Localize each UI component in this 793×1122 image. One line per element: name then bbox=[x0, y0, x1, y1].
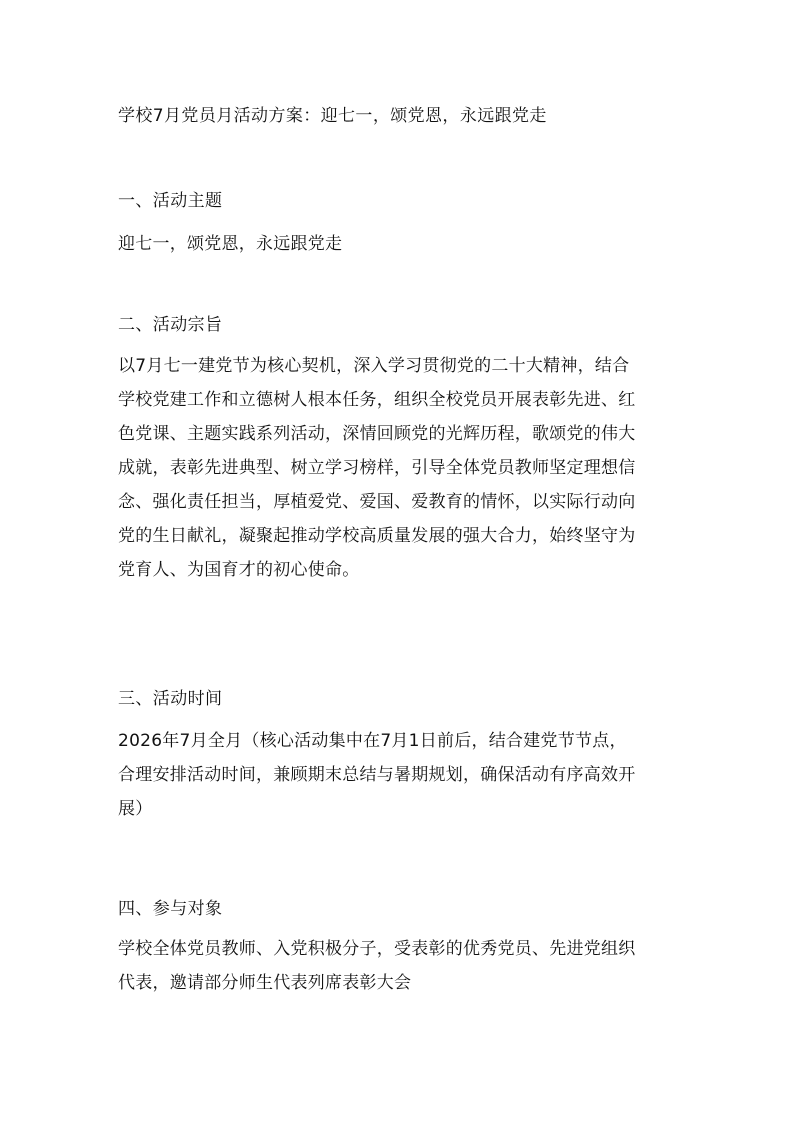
section-heading-purpose: 二、活动宗旨 bbox=[118, 315, 223, 335]
paragraph-line: 代表，邀请部分师生代表列席表彰大会 bbox=[118, 973, 412, 993]
document-title: 学校7月党员月活动方案：迎七一，颂党恩，永远跟党走 bbox=[118, 106, 547, 126]
section-body-time bbox=[118, 724, 683, 826]
paragraph-line: 展） bbox=[118, 799, 153, 819]
paragraph-line: 念、强化责任担当，厚植爱党、爱国、爱教育的情怀，以实际行动向 bbox=[118, 492, 636, 512]
paragraph-line: 以7月七一建党节为核心契机，深入学习贯彻党的二十大精神，结合 bbox=[118, 356, 630, 376]
section-heading-participants: 四、参与对象 bbox=[118, 899, 223, 919]
section-body-purpose bbox=[118, 349, 683, 587]
paragraph-line: 学校全体党员教师、入党积极分子，受表彰的优秀党员、先进党组织 bbox=[118, 939, 636, 959]
paragraph-line: 成就，表彰先进典型、树立学习榜样，引导全体党员教师坚定理想信 bbox=[118, 458, 636, 478]
paragraph-line: 合理安排活动时间，兼顾期末总结与暑期规划，确保活动有序高效开 bbox=[118, 765, 636, 785]
section-body-theme bbox=[118, 227, 683, 261]
paragraph-line: 色党课、主题实践系列活动，深情回顾党的光辉历程，歌颂党的伟大 bbox=[118, 424, 636, 444]
section-heading-time: 三、活动时间 bbox=[118, 689, 223, 709]
paragraph-line: 学校党建工作和立德树人根本任务，组织全校党员开展表彰先进、红 bbox=[118, 390, 636, 410]
paragraph-line: 党育人、为国育才的初心使命。 bbox=[118, 560, 360, 580]
paragraph-line: 2026年7月全月（核心活动集中在7月1日前后，结合建党节节点， bbox=[118, 731, 627, 751]
section-heading-theme: 一、活动主题 bbox=[118, 191, 223, 211]
section-body-participants bbox=[118, 932, 683, 1000]
paragraph-line: 迎七一，颂党恩，永远跟党走 bbox=[118, 234, 343, 254]
paragraph-line: 党的生日献礼，凝聚起推动学校高质量发展的强大合力，始终坚守为 bbox=[118, 526, 636, 546]
